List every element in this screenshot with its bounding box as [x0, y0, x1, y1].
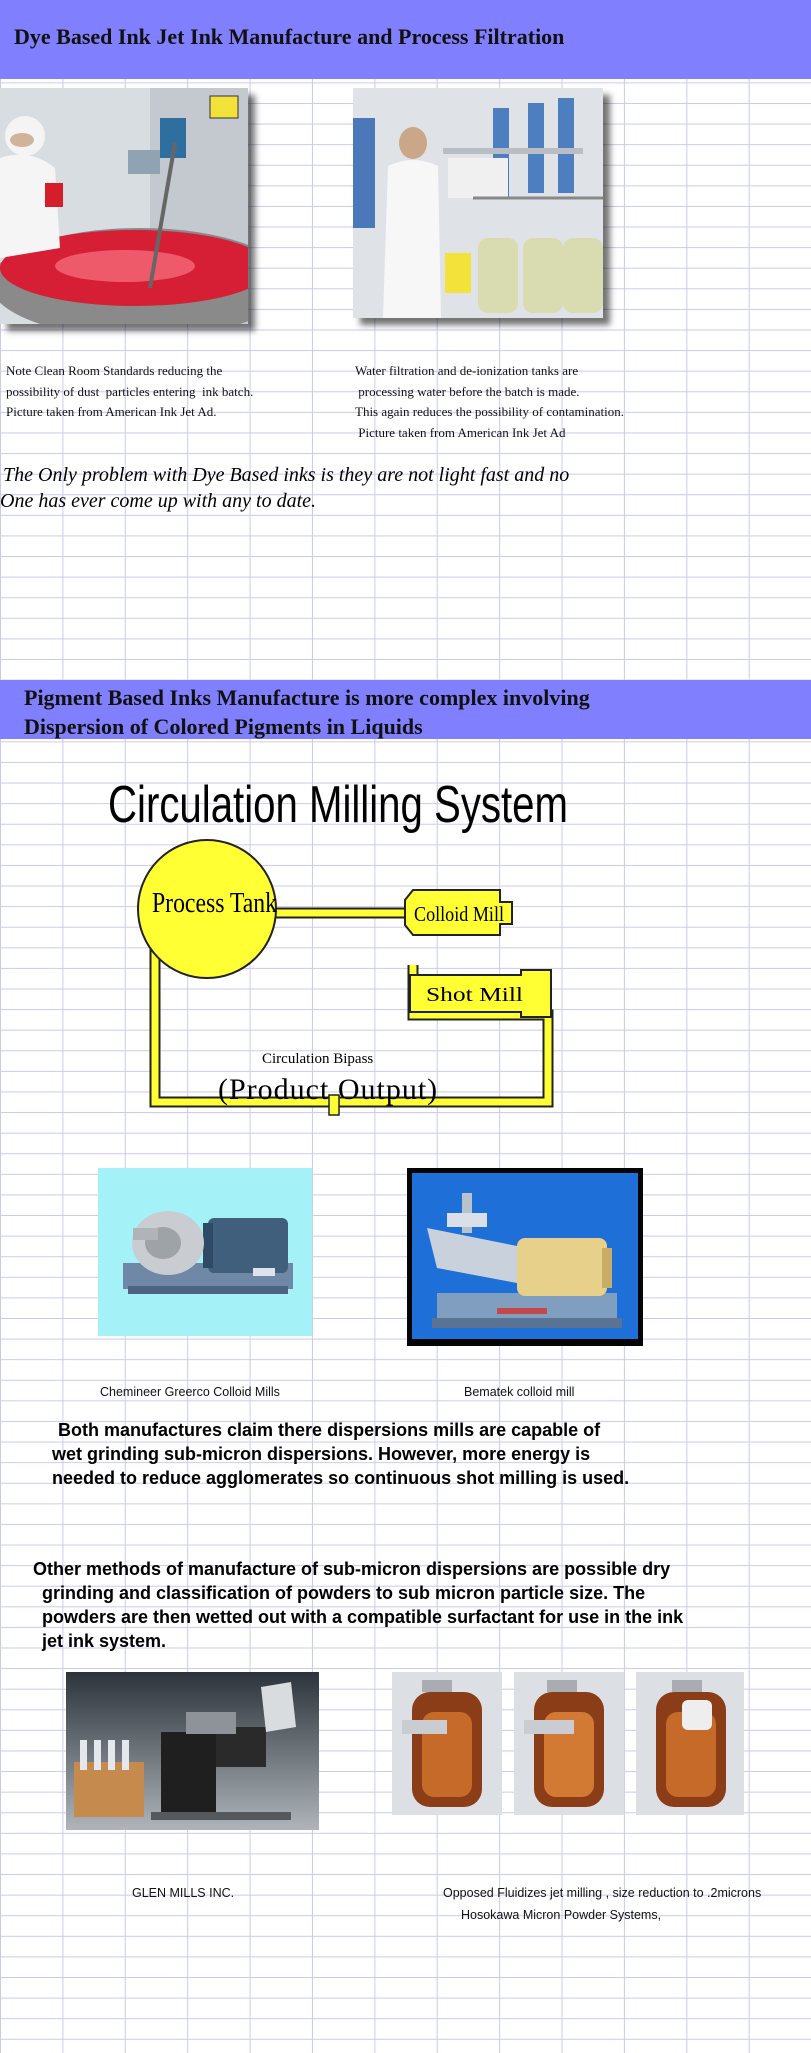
- bematek-caption: Bematek colloid mill: [464, 1385, 575, 1399]
- bypass-label: Circulation Bipass: [262, 1051, 374, 1067]
- shot-mill-label: Shot Mill: [426, 984, 524, 1006]
- filtration-caption-line-2: processing water before the batch is made.: [355, 384, 580, 399]
- glen-mills-photo: [66, 1672, 319, 1830]
- jet-milling-caption: Opposed Fluidizes jet milling , size reduction to .2microns: [443, 1886, 762, 1900]
- filtration-caption-line-4: Picture taken from American Ink Jet Ad: [355, 425, 566, 440]
- clean-room-caption-line-2: possibility of dust particles entering ink batch.: [6, 384, 254, 399]
- jet-mill-panel-3: [636, 1672, 744, 1815]
- process-tank-label: Process Tank: [152, 887, 278, 919]
- clean-room-photo: [0, 88, 248, 324]
- colloid-mills-caption: Chemineer Greerco Colloid Mills: [100, 1385, 280, 1399]
- paragraph-1-line-3: needed to reduce agglomerates so continuous shot milling is used.: [52, 1468, 630, 1488]
- jet-mill-photos: [392, 1672, 744, 1815]
- diagram-title: Circulation Milling System: [108, 776, 568, 834]
- hosokawa-caption: Hosokawa Micron Powder Systems,: [461, 1908, 662, 1922]
- clean-room-caption-line-3: Picture taken from American Ink Jet Ad.: [6, 404, 217, 419]
- dye-statement-line-2: One has ever come up with any to date.: [0, 490, 317, 512]
- dye-statement-line-1: The Only problem with Dye Based inks is they are not light fast and no: [3, 464, 570, 486]
- circulation-milling-diagram: [0, 760, 811, 1120]
- pigment-title-line-1: Pigment Based Inks Manufacture is more complex involving: [24, 685, 590, 710]
- filtration-caption-line-1: Water filtration and de-ionization tanks are: [355, 363, 579, 378]
- paragraph-2-line-4: jet ink system.: [42, 1631, 167, 1651]
- paragraph-2-line-1: Other methods of manufacture of sub-micron dispersions are possible dry: [33, 1559, 671, 1579]
- colloid-mill-photo: [98, 1168, 312, 1336]
- jet-mill-panel-1: [392, 1672, 502, 1815]
- paragraph-2-line-3: powders are then wetted out with a compatible surfactant for use in the ink: [42, 1607, 684, 1627]
- paragraph-1-line-2: wet grinding sub-micron dispersions. However, more energy is: [52, 1444, 591, 1464]
- filtration-caption-line-3: This again reduces the possibility of contamination.: [355, 404, 624, 419]
- page-title-dye: Dye Based Ink Jet Ink Manufacture and Process Filtration: [14, 24, 565, 49]
- paragraph-2-line-2: grinding and classification of powders to sub micron particle size. The: [42, 1583, 646, 1603]
- paragraph-1-line-1: Both manufactures claim there dispersions mills are capable of: [58, 1420, 601, 1440]
- jet-mill-panel-2: [514, 1672, 624, 1815]
- water-filtration-photo: [353, 88, 603, 318]
- pigment-title-line-2: Dispersion of Colored Pigments in Liquids: [24, 714, 423, 739]
- clean-room-caption-line-1: Note Clean Room Standards reducing the: [6, 363, 223, 378]
- product-output-label: (Product Output): [218, 1073, 439, 1106]
- bematek-mill-photo: [407, 1168, 643, 1346]
- colloid-mill-label: Colloid Mill: [414, 902, 505, 926]
- glen-mills-caption: GLEN MILLS INC.: [132, 1886, 235, 1900]
